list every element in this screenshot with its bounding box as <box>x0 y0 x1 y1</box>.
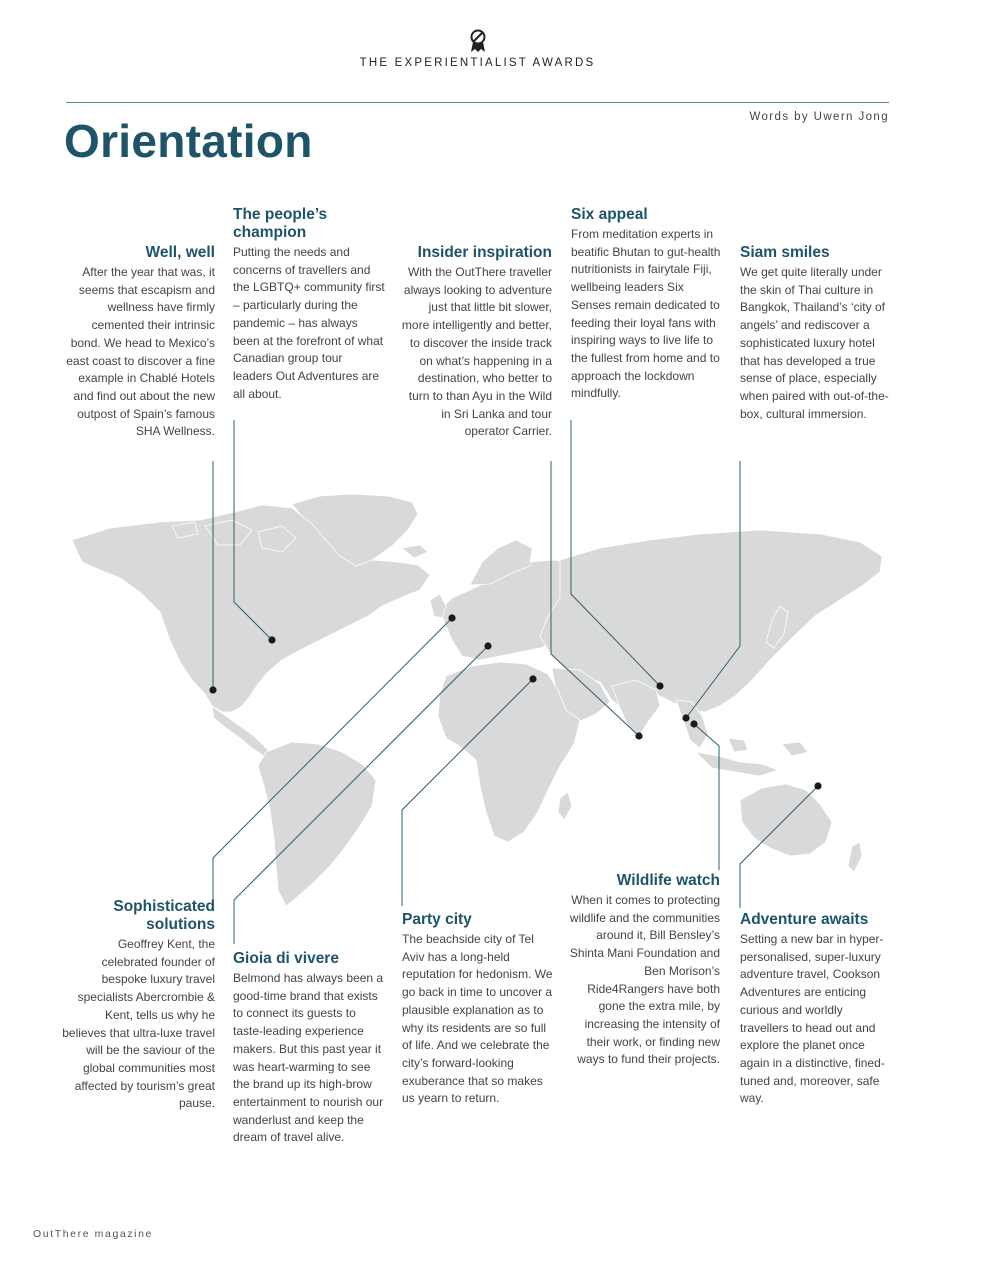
feature-title: Siam smiles <box>740 244 830 261</box>
feature-title: The people’s champion <box>233 206 328 241</box>
new-zealand-landmass <box>848 842 862 872</box>
feature-title: Party city <box>402 911 472 928</box>
feature-six-appeal <box>571 206 723 403</box>
award-rosette-icon <box>467 28 489 54</box>
feature-party-city <box>402 911 554 1108</box>
india-landmass <box>612 680 660 738</box>
marker-tel-aviv <box>529 675 536 682</box>
feature-body: From meditation experts in beatific Bhutan to gut-health nutritionists in fairytale Fiji, wellbeing leaders Six Senses remain dedicated to feeding their loyal fans with inspiring ways to live life to the fullest from home and to approach the lockdown mindfully. <box>571 227 721 401</box>
feature-title: Insider inspiration <box>417 244 552 261</box>
marker-cambodia <box>690 720 697 727</box>
feature-well-well <box>66 244 215 441</box>
marker-sri-lanka <box>635 732 642 739</box>
marker-mexico <box>209 686 216 693</box>
feature-peoples-champion <box>233 206 385 403</box>
feature-body: Setting a new bar in hyper-personalised, super-luxury adventure travel, Cookson Adventures are enticing curious and worldly travellers to head out and explore the planet once again in a distinctive, fined-tuned and, moreover, safe way. <box>740 932 885 1106</box>
feature-sophisticated-solutions <box>62 898 215 1113</box>
feature-body: The beachside city of Tel Aviv has a long-held reputation for hedonism. We go back in time to uncover a plausible explanation as to why its residents are so full of life. And we celebrate the city’s forward-looking exuberance that so makes us yearn to return. <box>402 932 553 1106</box>
feature-body: Putting the needs and concerns of travellers and the LGBTQ+ community first – particularly during the pandemic – has always been at the forefront of what Canadian group tour leaders Out Adventures are all about. <box>233 245 385 401</box>
marker-pacific <box>814 782 821 789</box>
feature-title: Gioia di vivere <box>233 950 339 967</box>
marker-uk <box>448 614 455 621</box>
marker-bhutan <box>656 682 663 689</box>
award-title: THE EXPERIENTIALIST AWARDS <box>359 57 596 69</box>
page-title: Orientation <box>64 115 313 167</box>
indonesia-landmass <box>696 738 808 776</box>
marker-italy <box>484 642 491 649</box>
feature-adventure-awaits <box>740 911 890 1108</box>
feature-body: After the year that was, it seems that escapism and wellness have firmly cemented their intrinsic bond. We head to Mexico’s east coast to discover a fine example in Chablé Hotels and find out about the new outpost of Spain’s famous SHA Wellness. <box>66 265 215 439</box>
feature-title: Sophisticated solutions <box>113 898 215 933</box>
australia-landmass <box>740 784 832 856</box>
byline: Words by Uwern Jong <box>749 111 889 123</box>
feature-title: Six appeal <box>571 206 648 223</box>
feature-title: Wildlife watch <box>616 872 720 889</box>
footer-publication: OutThere magazine <box>33 1228 153 1240</box>
central-america-landmass <box>212 706 270 756</box>
feature-siam-smiles <box>740 244 890 423</box>
feature-body: When it comes to protecting wildlife and the communities around it, Bill Bensley’s Shinta Mani Foundation and Ben Morison’s Ride4Rangers have both gone the extra mile, by increasing the intensity of their work, or finding new ways to fund their projects. <box>569 893 720 1067</box>
marker-bangkok <box>682 714 689 721</box>
feature-gioia-di-vivere <box>233 950 387 1147</box>
iceland-landmass <box>402 545 428 558</box>
feature-body: With the OutThere traveller always looking to adventure just that little bit slower, more intelligently and better, to discover the inside track on what’s happening in a destination, who better to turn to than Ayu in the Wild in Sri Lanka and tour operator Carrier. <box>401 265 552 439</box>
feature-wildlife-watch <box>566 872 720 1069</box>
feature-title: Well, well <box>145 244 215 261</box>
feature-title: Adventure awaits <box>740 911 869 928</box>
uk-landmass <box>430 594 446 618</box>
header-rule <box>66 102 889 103</box>
feature-body: Geoffrey Kent, the celebrated founder of bespoke luxury travel specialists Abercrombie & Kent, tells us why he believes that ultra-luxe travel will be the saviour of the global communities most affected by tourism’s great pause. <box>62 937 215 1111</box>
marker-canada <box>268 636 275 643</box>
south-america-landmass <box>258 742 376 906</box>
feature-body: Belmond has always been a good-time brand that exists to connect its guests to taste-leading experience makers. But this past year it was heart-warming to see the brand up its high-brow entertainment to nourish our wanderlust and keep the dream of travel alive. <box>233 971 384 1145</box>
feature-body: We get quite literally under the skin of Thai culture in Bangkok, Thailand’s ‘city of angels’ and rediscover a sophisticated luxury hotel that has developed a true sense of place, especially when paired with out-of-the-box, cultural immersion. <box>740 265 889 421</box>
feature-insider-inspiration <box>400 244 552 441</box>
madagascar-landmass <box>558 792 572 820</box>
